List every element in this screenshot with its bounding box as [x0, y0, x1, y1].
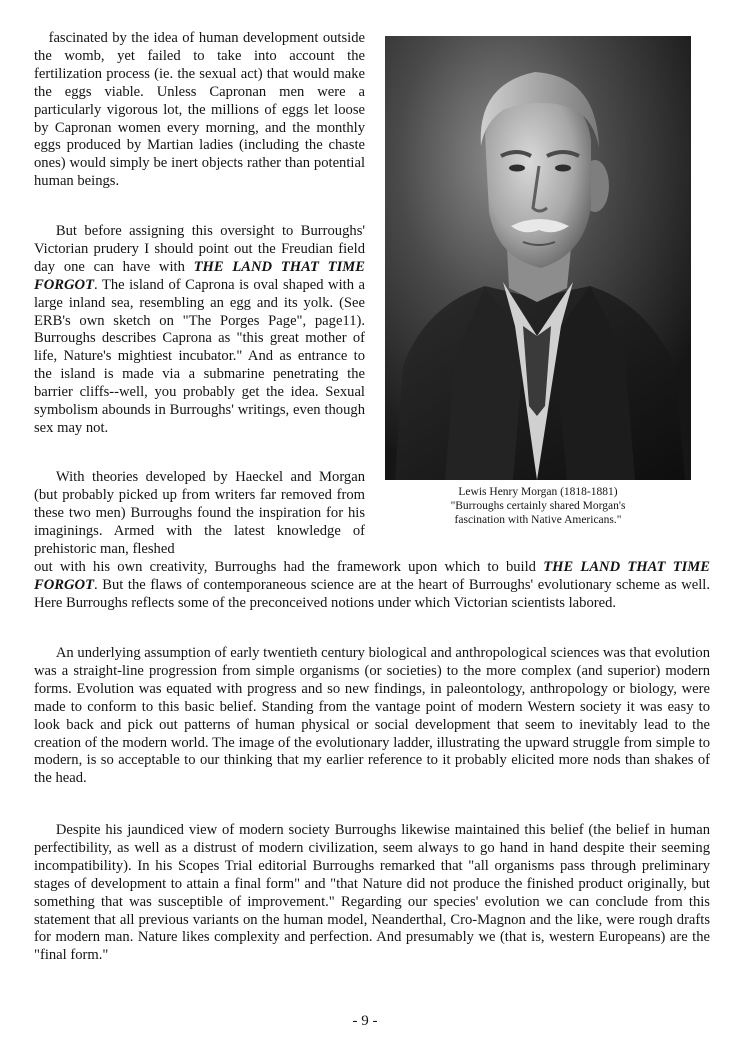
paragraph-3-text-c: . But the flaws of contemporaneous science are at the heart of Burroughs' evolutionary scheme as well. Here Burroughs reflects some of the preconceived notions under which Victorian scientists labored.	[34, 576, 710, 611]
portrait-illustration	[385, 36, 691, 480]
paragraph-4	[34, 645, 710, 788]
portrait-photo	[385, 36, 691, 480]
page-number: - 9 -	[352, 1013, 378, 1029]
caption-line-1: Lewis Henry Morgan (1818-1881)	[458, 486, 618, 498]
paragraph-2	[34, 223, 365, 438]
paragraph-3-text-a: With theories developed by Haeckel and Morgan (but probably picked up from writers far removed from these two men) Burroughs found the inspiration for his imaginings. Armed with the latest knowledge of prehistoric man, fleshed	[34, 469, 365, 557]
book-title: THE LAND THAT TIME FORGOT	[34, 258, 365, 293]
book-title: THE LAND THAT TIME FORGOT	[34, 559, 710, 593]
paragraph-3-lower	[34, 559, 710, 613]
caption-line-3: fascination with Native Americans."	[454, 514, 622, 526]
paragraph-4-text: An underlying assumption of early twentieth century biological and anthropological sciences was that evolution was a straight-line progression from simple organisms (or societies) to the more complex (and superior) modern forms. Evolution was equated with progress and so new findings, in paleontology, anthropology or biology, were made to conform to this basic belief. Standing from the vantage point of modern Western society it was easy to look back and pick out patterns of human physical or social development that seem to inevitably lead to the creation of the modern world. The image of the evolutionary ladder, illustrating the upward struggle from simple to modern, is so acceptable to our thinking that my earlier reference to it probably elicited more nods than shakes of the head.	[34, 645, 710, 787]
photo-caption	[385, 485, 691, 527]
paragraph-5	[34, 822, 710, 965]
paragraph-2-text-b: . The island of Caprona is oval shaped with a large inland sea, resembling an egg and its yolk. (See ERB's own sketch on "The Porges Page", page11). Burroughs describes Caprona as "this great mother of life, Nature's mightiest incubator." And as entrance to the island is made via a submarine penetrating the barrier cliffs--well, you probably get the idea. Sexual symbolism abounds in Burroughs' writings, even though sex may not.	[34, 276, 365, 436]
paragraph-3-upper	[34, 469, 365, 559]
paragraph-2-text-a: But before assigning this oversight to Burroughs' Victorian prudery I should point out the Freudian field day one can have with	[34, 223, 365, 275]
paragraph-1-text: fascinated by the idea of human development outside the womb, yet failed to take into account the fertilization process (ie. the sexual act) that would make the eggs viable. Unless Capronan men were a particularly vigorous lot, the millions of eggs let loose by Capronan women every morning, and the monthly eggs produced by Martian ladies (including the chaste ones) would simply be inert objects rather than potential human beings.	[34, 30, 365, 190]
paragraph-1	[34, 30, 365, 191]
paragraph-5-text: Despite his jaundiced view of modern society Burroughs likewise maintained this belief (the belief in human perfectibility, as well as a distrust of modern civilization, seem always to go hand in hand despite their seeming incompatibility). In his Scopes Trial editorial Burroughs remarked that "all organisms pass through preliminary stages of development to attain a final form" and "that Nature did not produce the finished product originally, but something that was susceptible of improvement." Regarding our species' evolution we can conclude from this statement that all previous variants on the human model, Neanderthal, Cro-Magnon and the like, were rough drafts for modern man. Nature likes complexity and perfection. And presumably we (that is, western Europeans) are the "final form."	[34, 822, 710, 964]
paragraph-3-text-b: out with his own creativity, Burroughs had the framework upon which to build	[34, 559, 544, 575]
caption-line-2: "Burroughs certainly shared Morgan's	[450, 500, 626, 512]
